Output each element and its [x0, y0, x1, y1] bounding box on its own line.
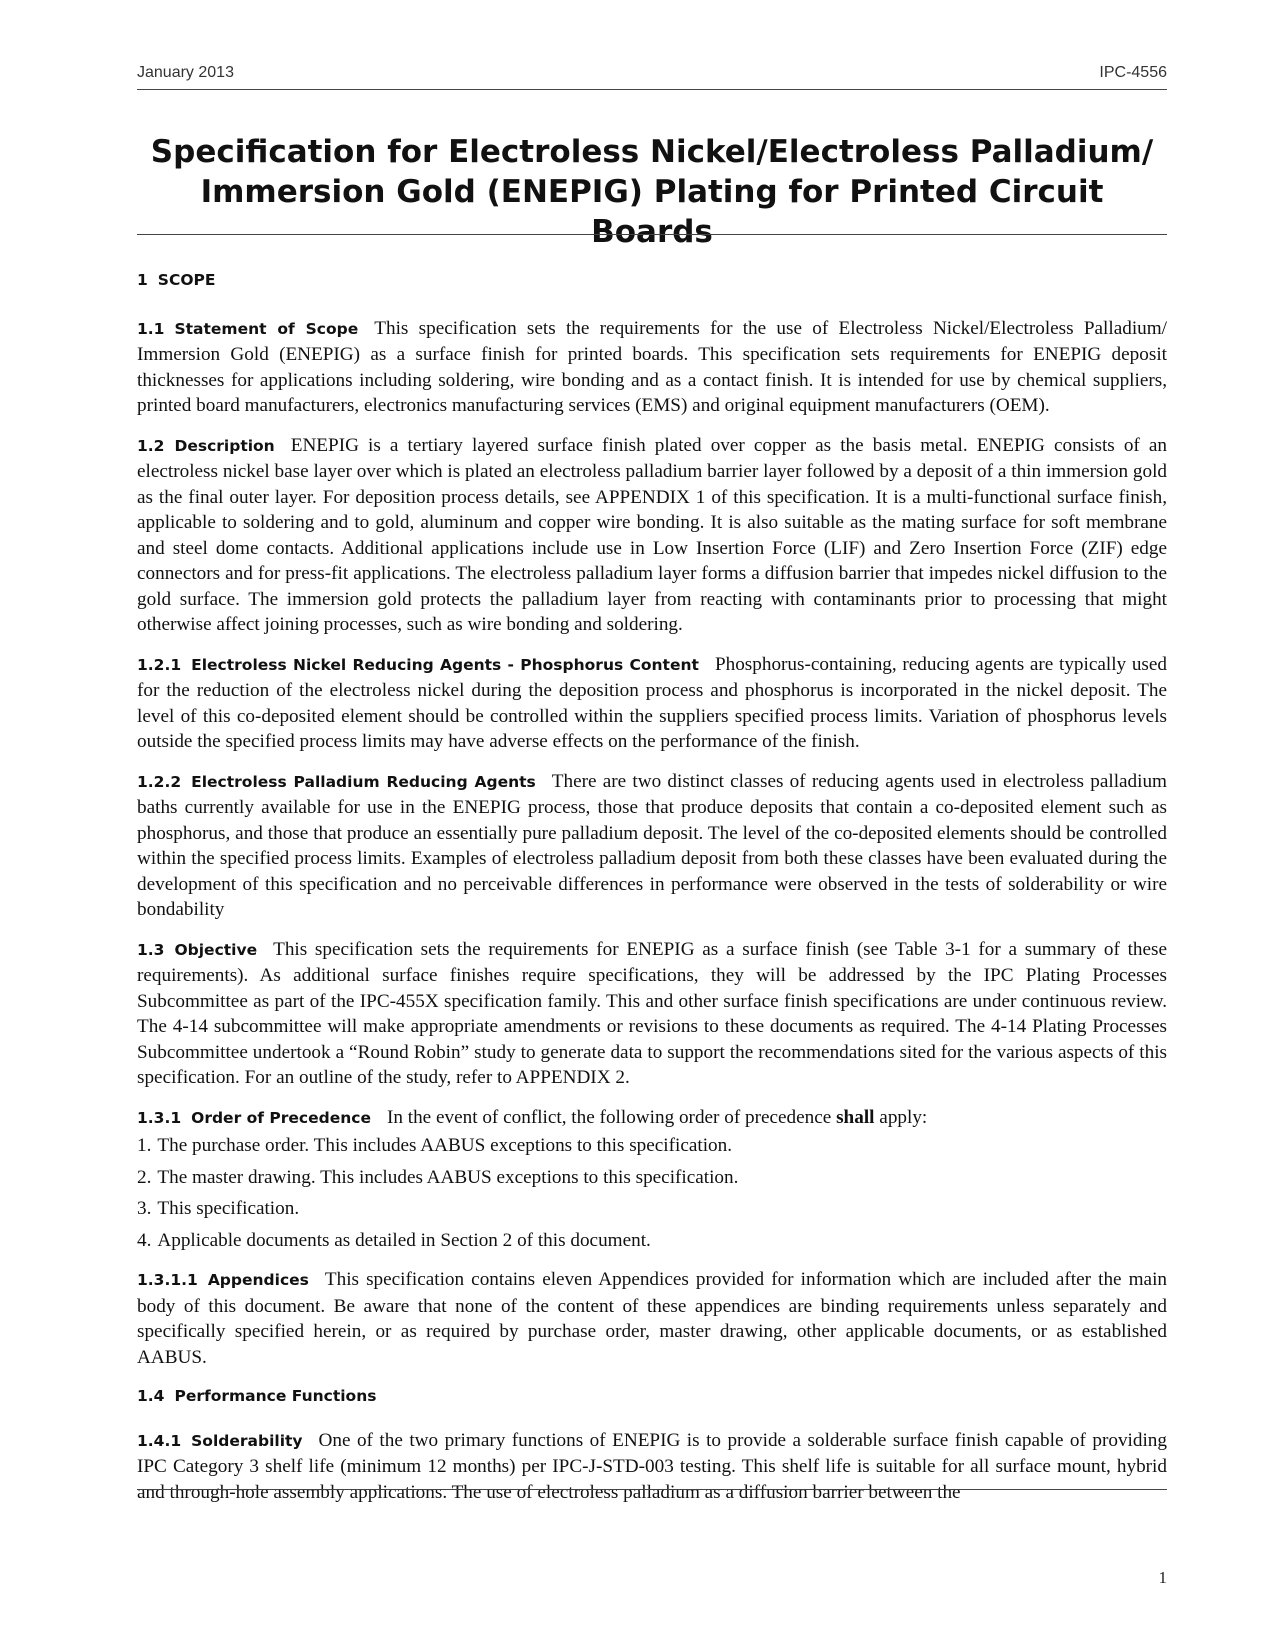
page-number: 1: [1158, 1568, 1167, 1587]
section-1-2-2-body: There are two distinct classes of reducing agents used in electroless palladium baths currently available for use in the ENEPIG process, those that produce deposits that contain a co-deposited element such as phosphorus, and those that produce an essentially pure palladium deposit. The level of the co-deposited elements should be controlled within the specified process limits. Examples of electroless palladium deposit from both these classes have been evaluated during the development of this specification and no perceivable differences in performance were observed in the tests of solderability or wire bondability: [137, 770, 1167, 920]
section-1-3-heading: 1.3 Objective: [137, 940, 258, 959]
precedence-list: [137, 1133, 1167, 1253]
header-doc-id: IPC-4556: [1099, 64, 1167, 81]
section-1-3-1: 1.3.1 Order of Precedence In the event of conflict, the following order of precedence shall apply:: [137, 1106, 928, 1128]
section-1-2-2-heading: 1.2.2 Electroless Palladium Reducing Agents: [137, 772, 536, 791]
section-1-4-1-body: One of the two primary functions of ENEPIG is to provide a solderable surface finish capable of providing IPC Category 3 shelf life (minimum 12 months) per IPC-J-STD-003 testing. This shelf life is suitable for all surface mount, hybrid and through-hole assembly applications. The use of electroless palladium as a diffusion barrier between the: [137, 1429, 1167, 1503]
section-1-2-2: [137, 769, 1167, 923]
section-1-4-1: [137, 1428, 1167, 1506]
body-content: [137, 268, 1167, 1519]
section-1-1-body: This specification sets the requirements for the use of Electroless Nickel/Electroless Palladium/ Immersion Gold (ENEPIG) as a surface finish for printed boards. This specification sets requirements for ENEPIG deposit thicknesses for applications including soldering, wire bonding and as a contact finish. It is intended for use by chemical suppliers, printed board manufacturers, electronics manufacturing services (EMS) and original equipment manufacturers (OEM).: [137, 317, 1168, 416]
title-line-1: Specification for Electroless Nickel/Electroless Palladium/: [150, 134, 1154, 170]
list-item: 2. The master drawing. This includes AABUS exceptions to this specification.: [137, 1166, 739, 1188]
section-1-3-1-1: [137, 1267, 1167, 1370]
section-1-2: [137, 433, 1167, 638]
section-1-3: [137, 937, 1167, 1091]
list-item: 4. Applicable documents as detailed in Section 2 of this document.: [137, 1229, 651, 1251]
section-1-1: [137, 316, 1167, 419]
section-1-3-1-1-body: This specification contains eleven Appendices provided for information which are included after the main body of this document. Be aware that none of the content of these appendices are binding requirements unless separately and specifically specified herein, or as required by purchase order, master drawing, other applicable documents, or as established AABUS.: [137, 1269, 1167, 1368]
section-1-heading: 1 SCOPE: [137, 271, 216, 289]
section-1-1-heading: 1.1 Statement of Scope: [137, 319, 359, 338]
list-item: 1. The purchase order. This includes AABUS exceptions to this specification.: [137, 1135, 733, 1156]
section-1-3-1-1-heading: 1.3.1.1 Appendices: [137, 1271, 309, 1289]
section-1-3-body: This specification sets the requirements for ENEPIG as a surface finish (see Table 3-1 for a summary of these requirements). As additional surface finishes require specifications, they will be addressed by the IPC Plating Processes Subcommittee as part of the IPC-455X specification family. This and other surface finish specifications are under continuous review. The 4-14 subcommittee will make appropriate amendments or revisions to these documents as required. The 4-14 Plating Processes Subcommittee undertook a “Round Robin” study to generate data to support the recommendations sited for the various aspects of this specification. For an outline of the study, refer to APPENDIX 2.: [137, 938, 1167, 1088]
section-1-4-heading: 1.4 Performance Functions: [137, 1387, 377, 1405]
section-1-2-body: ENEPIG is a tertiary layered surface finish plated over copper as the basis metal. ENEPIG consists of an electroless nickel base layer over which is plated an electroless palladium barrier layer followed by a deposit of a thin immersion gold as the final outer layer. For deposition process details, see APPENDIX 1 of this specification. It is a multi-functional surface finish, applicable to soldering and to gold, aluminum and copper wire bonding. It is also suitable as the mating surface for soft membrane and steel dome contacts. Additional applications include use in Low Insertion Force (LIF) and Zero Insertion Force (ZIF) edge connectors and for press-fit applications. The electroless palladium layer forms a diffusion barrier that impedes nickel diffusion to the gold surface. The immersion gold protects the palladium layer from reacting with contaminants prior to processing that might otherwise affect joining processes, such as wire bonding and soldering.: [137, 434, 1167, 635]
list-item: 3. This specification.: [137, 1198, 300, 1219]
section-1-4-1-heading: 1.4.1 Solderability: [137, 1431, 303, 1450]
section-1-2-1: [137, 652, 1167, 755]
header-date: January 2013: [137, 64, 234, 81]
footer-rule: [137, 1489, 1167, 1490]
title-line-2: Immersion Gold (ENEPIG) Plating for Printed Circuit Boards: [200, 174, 1104, 250]
section-1-2-heading: 1.2 Description: [137, 436, 275, 455]
section-1-2-1-body: Phosphorus-containing, reducing agents are typically used for the reduction of the electroless nickel during the deposition process and phosphorus is incorporated in the nickel deposit. The level of this co-deposited element should be controlled within the suppliers specified process limits. Variation of phosphorus levels outside the specified process limits may have adverse effects on the performance of the finish.: [137, 653, 1167, 752]
section-1-3-1-heading: 1.3.1 Order of Precedence: [137, 1108, 371, 1127]
title-rule: [137, 234, 1167, 235]
section-1-2-1-heading: 1.2.1 Electroless Nickel Reducing Agents - Phosphorus Content: [137, 655, 699, 674]
header-rule: [137, 89, 1167, 90]
